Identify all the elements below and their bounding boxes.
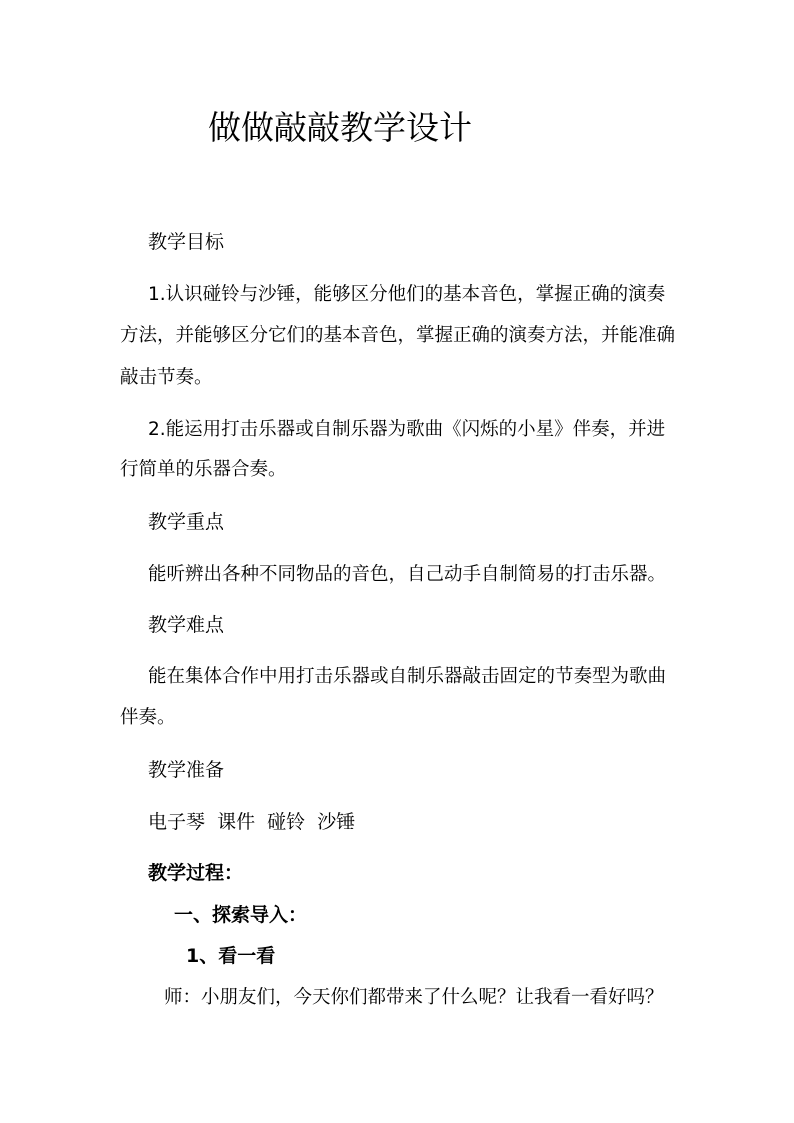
key-point-heading: 教学重点 — [148, 511, 225, 533]
difficulty-line-2: 伴奏。 — [120, 707, 176, 728]
preparation-text: 电子琴 课件 碰铃 沙锤 — [148, 811, 356, 833]
process-step-1: 1、看一看 — [186, 945, 276, 967]
preparation-heading: 教学准备 — [148, 759, 225, 781]
key-point-text: 能听辨出各种不同物品的音色，自己动手自制简易的打击乐器。 — [148, 564, 667, 585]
objective-1-line-1: 1.认识碰铃与沙锤，能够区分他们的基本音色，掌握正确的演奏 — [148, 284, 666, 305]
objective-2-line-2: 行简单的乐器合奏。 — [120, 459, 287, 480]
document-title: 做做敲敲教学设计 — [208, 108, 472, 147]
teacher-dialogue: 师：小朋友们，今天你们都带来了什么呢？让我看一看好吗？ — [164, 987, 664, 1008]
objective-1-line-2: 方法，并能够区分它们的基本音色，掌握正确的演奏方法，并能准确 — [120, 325, 676, 346]
objective-1-line-3: 敲击节奏。 — [120, 367, 213, 388]
objective-2-line-1: 2.能运用打击乐器或自制乐器为歌曲《闪烁的小星》伴奏，并进 — [148, 419, 666, 440]
difficulty-heading: 教学难点 — [148, 614, 225, 636]
difficulty-line-1: 能在集体合作中用打击乐器或自制乐器敲击固定的节奏型为歌曲 — [148, 666, 667, 687]
process-heading: 教学过程： — [148, 862, 244, 884]
process-section-1: 一、探索导入： — [174, 904, 308, 926]
objectives-heading: 教学目标 — [148, 231, 225, 253]
